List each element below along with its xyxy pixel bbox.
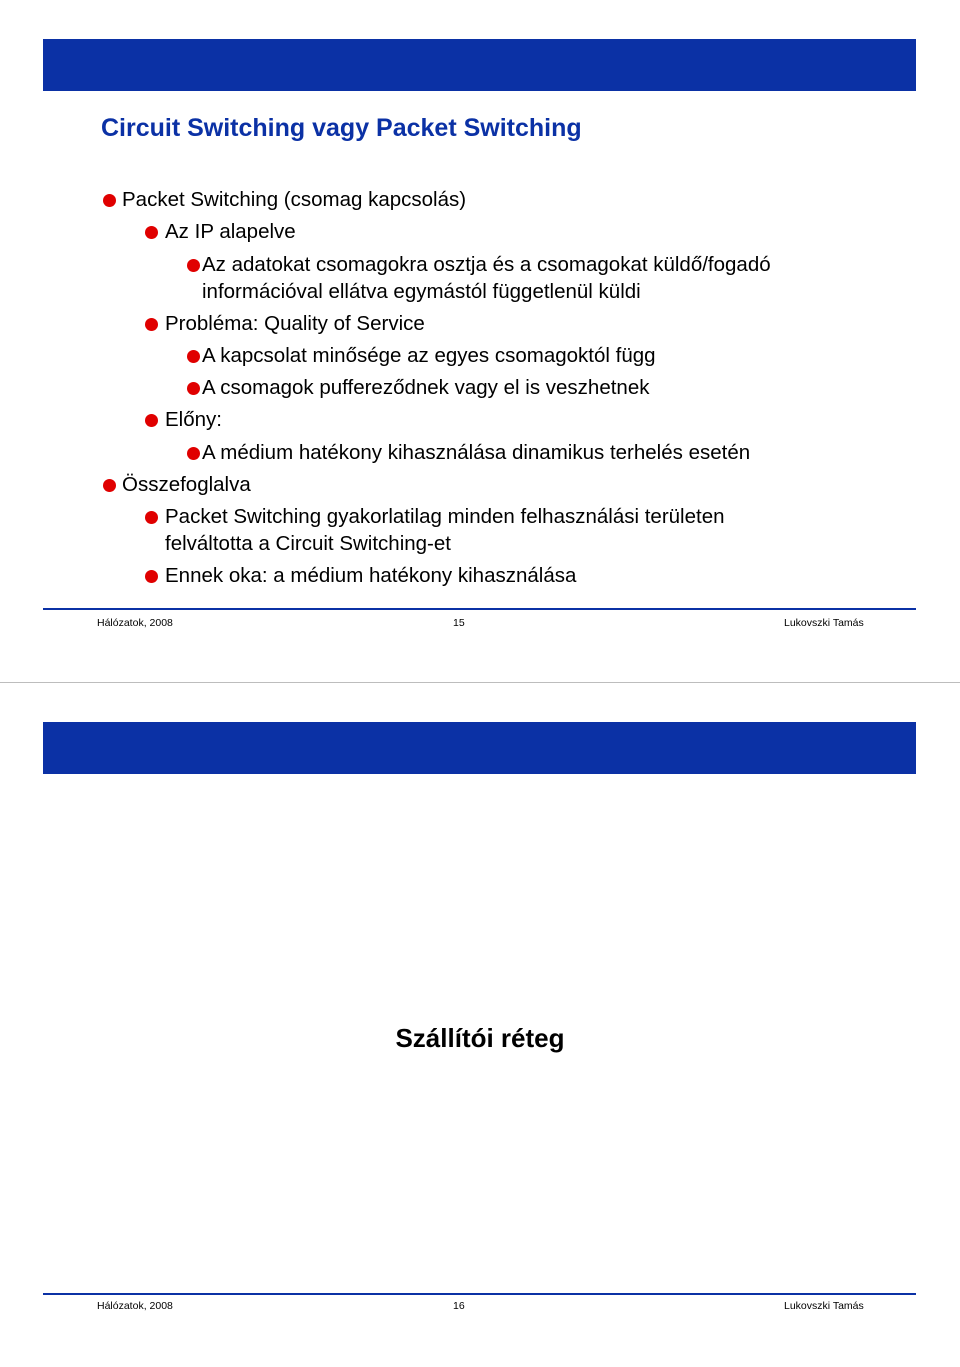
footer-left: Hálózatok, 2008 (97, 1300, 173, 1312)
bullet-text: Probléma: Quality of Service (165, 312, 425, 335)
bullet-dot-icon (103, 479, 116, 492)
bullet-item (122, 471, 251, 499)
bullet-item (202, 439, 750, 467)
bullet-dot-icon (187, 382, 200, 395)
bullet-continuation (202, 278, 641, 306)
bullet-item (165, 310, 425, 338)
footer-divider (43, 608, 916, 610)
bullet-dot-icon (187, 350, 200, 363)
bullet-dot-icon (145, 318, 158, 331)
bullet-text: A csomagok puffereződnek vagy el is veszhetnek (202, 376, 650, 399)
bullet-text: felváltotta a Circuit Switching-et (165, 532, 451, 555)
bullet-item (165, 503, 725, 531)
bullet-item (165, 218, 296, 246)
bullet-item (202, 374, 649, 402)
bullet-item (165, 406, 222, 434)
bullet-dot-icon (145, 226, 158, 239)
bullet-dot-icon (145, 414, 158, 427)
bullet-text: Az IP alapelve (165, 220, 296, 243)
footer-right: Lukovszki Tamás (784, 1300, 864, 1312)
bullet-dot-icon (187, 259, 200, 272)
bullet-dot-icon (187, 447, 200, 460)
slide-title: Circuit Switching vagy Packet Switching (101, 114, 582, 142)
bullet-text: Előny: (165, 408, 222, 431)
footer-page-number: 15 (453, 617, 465, 629)
bullet-text: információval ellátva egymástól függetlenül küldi (202, 280, 641, 303)
bullet-text: Összefoglalva (122, 473, 251, 496)
footer-page-number: 16 (453, 1300, 465, 1312)
bullet-dot-icon (145, 570, 158, 583)
bullet-text: A kapcsolat minősége az egyes csomagoktól függ (202, 344, 656, 367)
header-bar (43, 39, 916, 91)
slide-title: Szállítói réteg (395, 1023, 565, 1053)
bullet-continuation (165, 530, 451, 558)
bullet-text: Packet Switching gyakorlatilag minden felhasználási területen (165, 505, 725, 528)
slide-16 (0, 683, 960, 1367)
bullet-item (122, 186, 466, 214)
bullet-dot-icon (145, 511, 158, 524)
bullet-item (202, 251, 771, 279)
bullet-item (202, 342, 656, 370)
bullet-text: Ennek oka: a médium hatékony kihasználása (165, 564, 577, 587)
slide-15 (0, 0, 960, 682)
bullet-item (165, 562, 576, 590)
bullet-text: Az adatokat csomagokra osztja és a csomagokat küldő/fogadó (202, 253, 771, 276)
footer-right: Lukovszki Tamás (784, 617, 864, 629)
footer-divider (43, 1293, 916, 1295)
bullet-text: A médium hatékony kihasználása dinamikus terhelés esetén (202, 441, 751, 464)
bullet-text: Packet Switching (csomag kapcsolás) (122, 188, 467, 211)
bullet-dot-icon (103, 194, 116, 207)
header-bar (43, 722, 916, 774)
footer-left: Hálózatok, 2008 (97, 617, 173, 629)
